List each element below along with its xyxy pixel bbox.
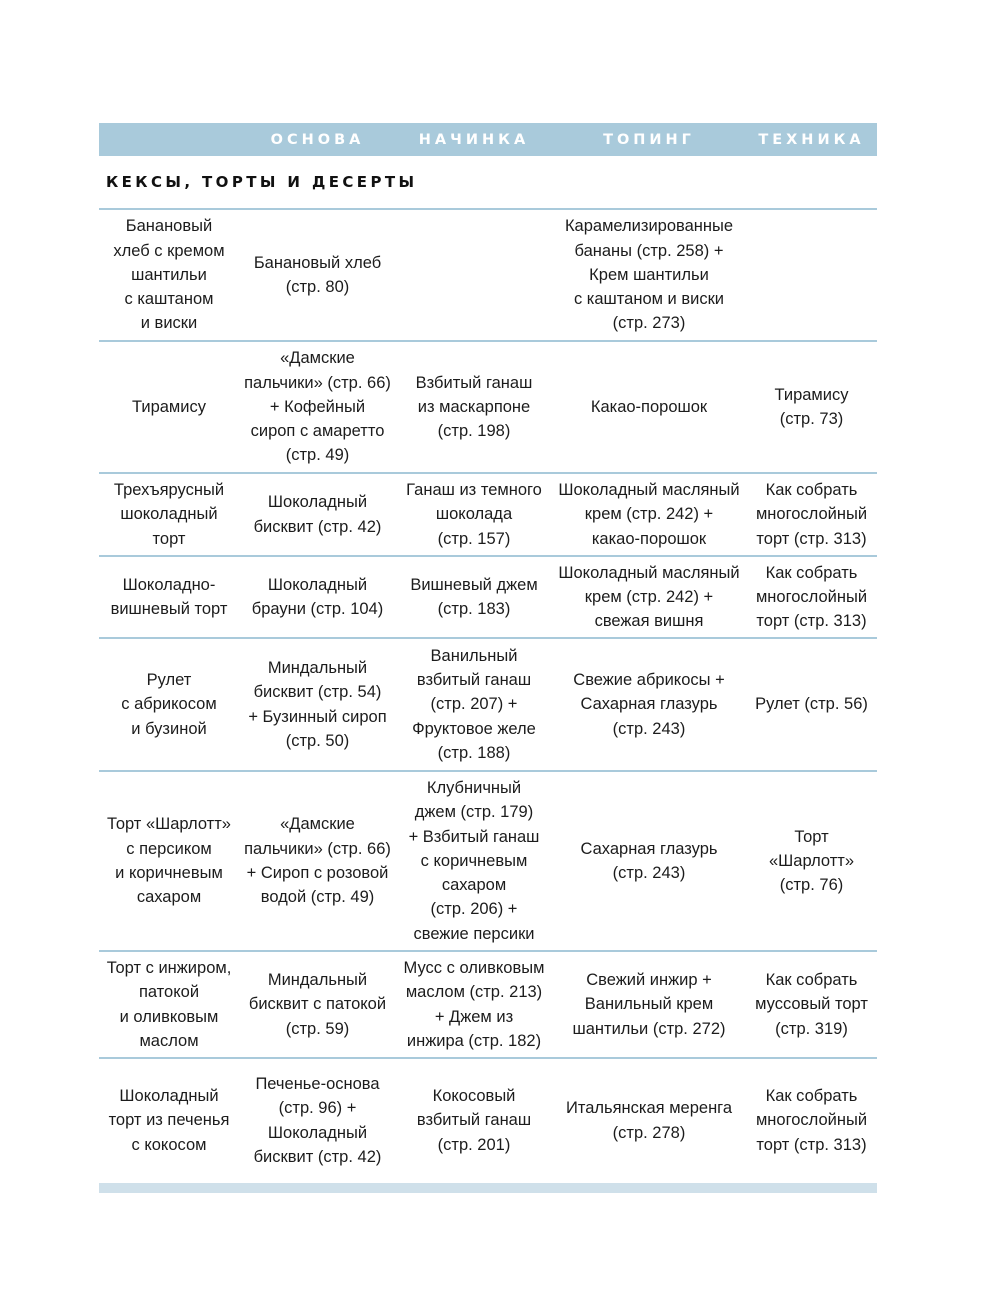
- cell-base: Банановый хлеб (стр. 80): [253, 253, 382, 296]
- cell-filling: Клубничный джем (стр. 179) + Взбитый ганаш с коричневым сахаром (стр. 206) + свежие персики: [408, 778, 540, 943]
- table-row: [99, 340, 877, 472]
- table-row: [99, 208, 877, 340]
- cell-topping: Шоколадный масляный крем (стр. 242) + свежая вишня: [558, 563, 740, 631]
- table-row: [99, 1057, 877, 1182]
- cell-filling: Ганаш из темного шоколада (стр. 157): [406, 481, 542, 548]
- cell-dessert-name: Шоколадный торт из печенья с кокосом: [108, 1087, 230, 1154]
- section-title: КЕКСЫ, ТОРТЫ И ДЕСЕРТЫ: [106, 173, 418, 191]
- cell-topping: Шоколадный масляный крем (стр. 242) + какао-порошок: [558, 481, 740, 548]
- cell-topping: Свежий инжир + Ванильный крем шантильи (стр. 272): [572, 971, 726, 1038]
- recipe-table: [99, 208, 877, 1182]
- cell-technique: Как собрать многослойный торт (стр. 313): [755, 1087, 868, 1154]
- cell-technique: Как собрать многослойный торт (стр. 313): [755, 481, 868, 548]
- cell-base: Миндальный бисквит с патокой (стр. 59): [248, 971, 387, 1038]
- cell-topping: Итальянская меренга (стр. 278): [565, 1099, 733, 1142]
- table-row: [99, 472, 877, 555]
- column-header-filling: НАЧИНКА: [418, 132, 530, 148]
- cell-dessert-name: Шоколадно- вишневый торт: [110, 575, 228, 618]
- cell-base: Печенье-основа (стр. 96) + Шоколадный бисквит (стр. 42): [253, 1074, 382, 1166]
- cell-technique: Как собрать многослойный торт (стр. 313): [755, 563, 868, 631]
- table-row: [99, 770, 877, 950]
- cell-base: «Дамские пальчики» (стр. 66) + Кофейный сироп с амаретто (стр. 49): [244, 349, 391, 465]
- cell-topping: Карамелизированные бананы (стр. 258) + Крем шантильи с каштаном и виски (стр. 273): [564, 217, 734, 333]
- table-row: [99, 555, 877, 637]
- column-header-base: ОСНОВА: [270, 132, 365, 148]
- cell-dessert-name: Тирамису: [132, 397, 206, 416]
- cell-dessert-name: Торт с инжиром, патокой и оливковым маслом: [106, 958, 232, 1050]
- cell-filling: Взбитый ганаш из маскарпоне (стр. 198): [415, 373, 533, 441]
- cell-technique: Торт «Шарлотт» (стр. 76): [768, 827, 854, 895]
- column-header-topping: ТОПИНГ: [603, 132, 695, 148]
- cell-dessert-name: Рулет с абрикосом и бузиной: [121, 671, 217, 738]
- cell-topping: Сахарная глазурь (стр. 243): [580, 839, 718, 882]
- table-row: [99, 637, 877, 770]
- cell-filling: Ванильный взбитый ганаш (стр. 207) + Фруктовое желе (стр. 188): [412, 646, 536, 762]
- cell-base: Миндальный бисквит (стр. 54) + Бузинный сироп (стр. 50): [248, 658, 387, 750]
- cell-dessert-name: Торт «Шарлотт» с персиком и коричневым сахаром: [107, 815, 231, 907]
- column-header-technique: ТЕХНИКА: [758, 132, 865, 148]
- cell-technique: Тирамису (стр. 73): [774, 385, 849, 428]
- cell-topping: Какао-порошок: [590, 397, 708, 416]
- cell-filling: Мусс с оливковым маслом (стр. 213) + Джем из инжира (стр. 182): [403, 958, 545, 1050]
- cell-technique: Рулет (стр. 56): [755, 695, 868, 714]
- cell-technique: Как собрать муссовый торт (стр. 319): [755, 971, 868, 1038]
- cell-filling: Вишневый джем (стр. 183): [410, 575, 538, 618]
- cell-filling: Кокосовый взбитый ганаш (стр. 201): [416, 1087, 532, 1154]
- table-header-bar: [99, 123, 877, 156]
- table-footer-bar: [99, 1183, 877, 1193]
- cell-base: Шоколадный бисквит (стр. 42): [253, 493, 382, 536]
- cell-base: «Дамские пальчики» (стр. 66) + Сироп с розовой водой (стр. 49): [244, 815, 391, 907]
- cell-topping: Свежие абрикосы + Сахарная глазурь (стр. 243): [573, 671, 725, 738]
- table-row: [99, 950, 877, 1057]
- cell-dessert-name: Банановый хлеб с кремом шантильи с каштаном и виски: [113, 217, 225, 333]
- cell-dessert-name: Трехъярусный шоколадный торт: [113, 481, 225, 548]
- cell-base: Шоколадный брауни (стр. 104): [251, 575, 384, 618]
